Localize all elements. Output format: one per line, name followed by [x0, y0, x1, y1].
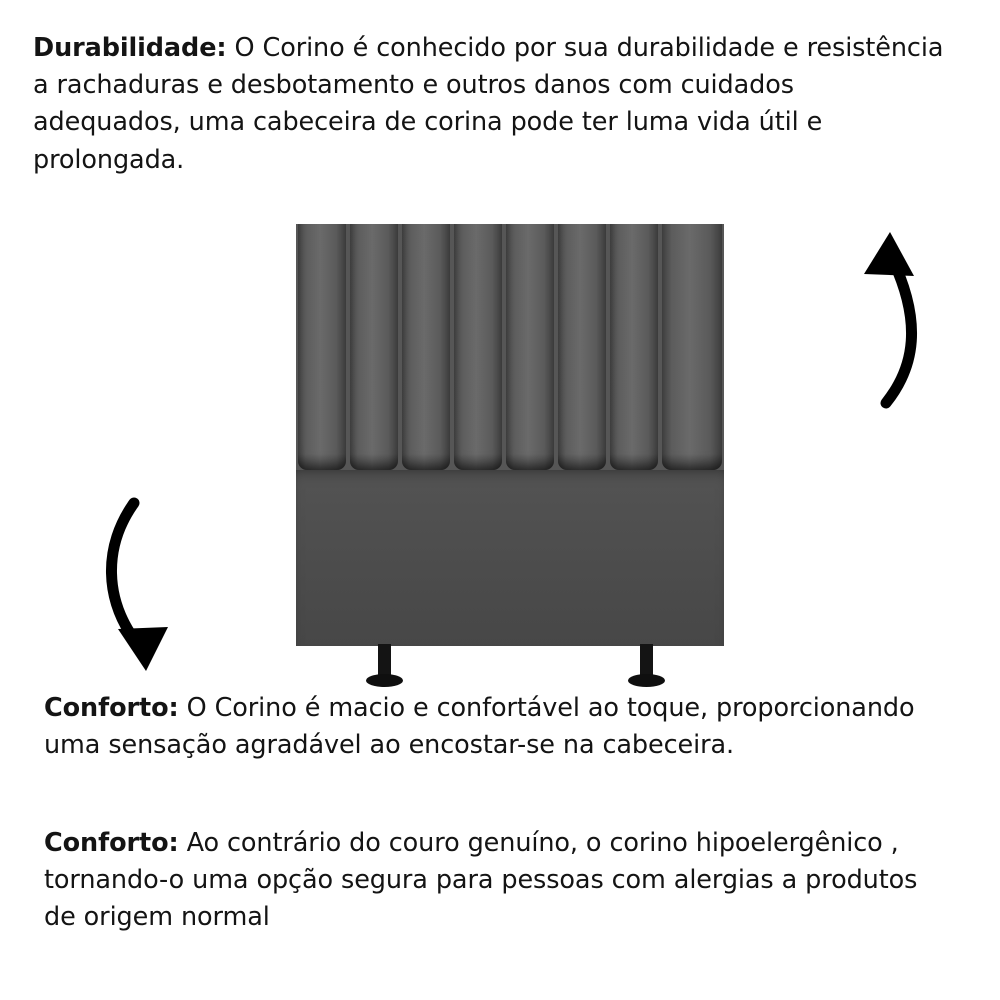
comfort-body-1: O Corino é macio e confortável ao toque, proporcionando uma sensação agradável ao encostar-se na cabeceira.: [44, 693, 915, 761]
durability-body: O Corino é conhecido por sua durabilidade e resistência a rachaduras e desbotamento e outros danos com cuidados adequados, uma cabeceira de corina pode ter luma vida útil e prolongada.: [33, 33, 944, 175]
arrow-down-icon: [96, 495, 206, 685]
comfort-text-1: [44, 690, 944, 764]
headboard-slat: [610, 224, 658, 470]
headboard-lower-panel: [296, 470, 724, 646]
comfort-paragraph-1: [44, 690, 944, 766]
headboard-slat: [454, 224, 502, 470]
headboard-slat: [662, 224, 722, 470]
headboard-body: [296, 224, 724, 646]
comfort-body-2: Ao contrário do couro genuíno, o corino hipoelergênico , tornando-o uma opção segura para pessoas com alergias a produtos de origem normal: [44, 828, 918, 933]
headboard-slat: [298, 224, 346, 470]
arrow-up-icon: [846, 218, 956, 418]
headboard-slats: [296, 224, 724, 470]
headboard-leg-left: [378, 644, 391, 680]
durability-colon: :: [216, 33, 227, 63]
headboard-slat: [350, 224, 398, 470]
headboard-slat: [558, 224, 606, 470]
comfort-colon-2: :: [168, 828, 179, 858]
comfort-text-2: [44, 825, 944, 937]
durability-text: [33, 30, 945, 179]
comfort-lead-2: Conforto: [44, 828, 169, 858]
durability-paragraph: [33, 30, 945, 181]
headboard-slat: [402, 224, 450, 470]
comfort-paragraph-2: [44, 825, 944, 939]
headboard-product-image: [296, 224, 724, 674]
comfort-lead-1: Conforto: [44, 693, 169, 723]
headboard-slat: [506, 224, 554, 470]
durability-lead: Durabilidade: [33, 33, 217, 63]
comfort-colon-1: :: [168, 693, 179, 723]
headboard-leg-right: [640, 644, 653, 680]
